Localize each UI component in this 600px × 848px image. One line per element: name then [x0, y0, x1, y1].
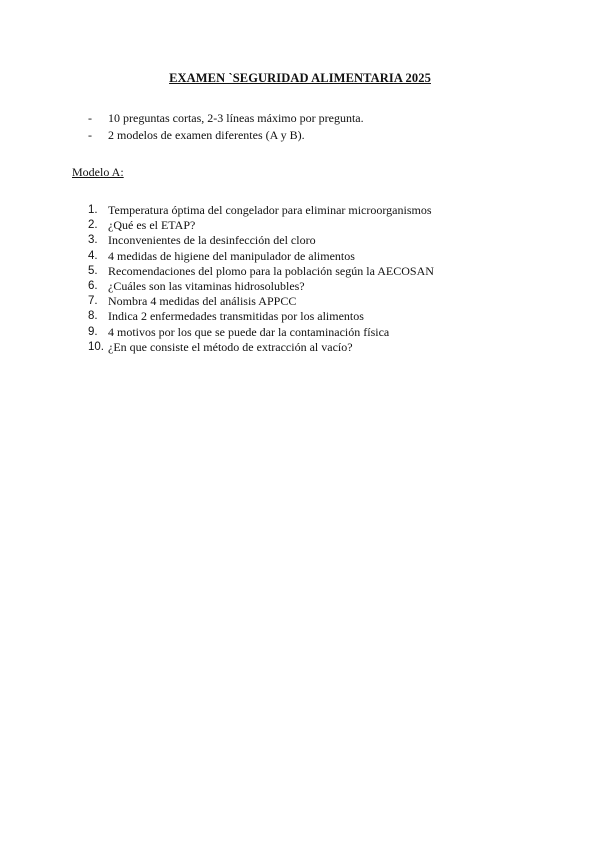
question-text: Indica 2 enfermedades transmitidas por los alimentos	[108, 309, 364, 324]
question-text: Nombra 4 medidas del análisis APPCC	[108, 294, 297, 309]
list-item	[88, 309, 434, 324]
question-number: 10.	[88, 340, 104, 353]
question-number: 5.	[88, 264, 98, 277]
note-text: 2 modelos de examen diferentes (A y B).	[108, 128, 305, 142]
list-item	[88, 218, 434, 233]
list-item	[88, 110, 364, 127]
list-item	[88, 233, 434, 248]
question-text: Inconvenientes de la desinfección del cloro	[108, 233, 316, 248]
question-text: 4 medidas de higiene del manipulador de alimentos	[108, 248, 355, 263]
note-text: 10 preguntas cortas, 2-3 líneas máximo por pregunta.	[108, 111, 364, 125]
dash-bullet: -	[88, 111, 92, 125]
section-heading-modelo-a: Modelo A:	[72, 165, 124, 179]
question-number: 2.	[88, 219, 98, 232]
question-text: 4 motivos por los que se puede dar la contaminación física	[108, 324, 390, 339]
question-number: 8.	[88, 310, 98, 323]
list-item	[88, 325, 434, 340]
question-text: Recomendaciones del plomo para la población según la AECOSAN	[108, 263, 434, 278]
list-item	[88, 249, 434, 264]
list-item	[88, 127, 364, 144]
question-text: Temperatura óptima del congelador para eliminar microorganismos	[108, 203, 432, 217]
question-text: ¿Qué es el ETAP?	[108, 218, 196, 233]
exam-notes-list	[88, 110, 364, 144]
list-item	[88, 279, 434, 294]
list-item	[88, 203, 434, 218]
questions-list	[88, 203, 434, 355]
dash-bullet: -	[88, 128, 92, 142]
question-number: 9.	[88, 325, 98, 338]
question-number: 1.	[88, 204, 98, 216]
list-item	[88, 340, 434, 355]
question-number: 6.	[88, 280, 98, 293]
question-number: 3.	[88, 234, 98, 247]
question-text: ¿Cuáles son las vitaminas hidrosolubles?	[108, 279, 305, 294]
question-number: 7.	[88, 295, 98, 308]
question-number: 4.	[88, 249, 98, 262]
list-item	[88, 294, 434, 309]
page-title: EXAMEN ˋSEGURIDAD ALIMENTARIA 2025	[169, 71, 431, 85]
list-item	[88, 264, 434, 279]
question-text: ¿En que consiste el método de extracción al vacío?	[108, 339, 353, 354]
